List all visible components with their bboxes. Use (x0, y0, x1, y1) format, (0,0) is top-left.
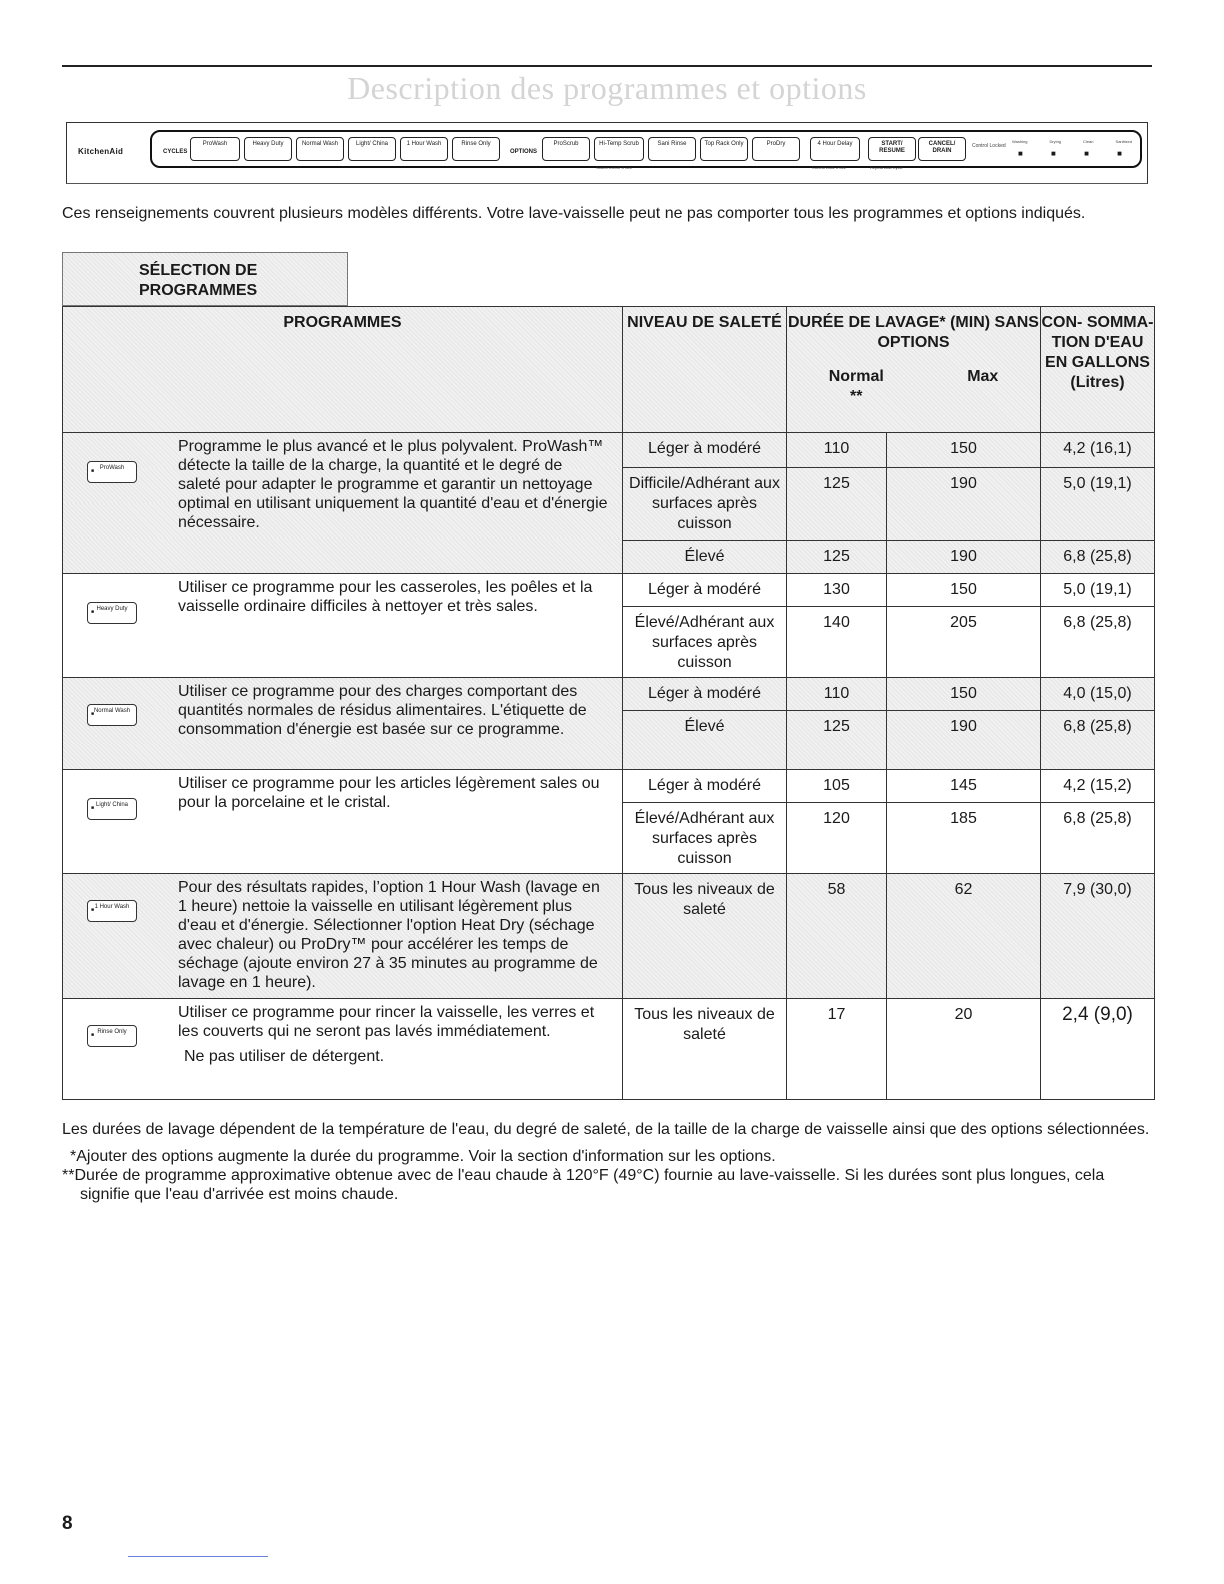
top-rule (62, 65, 1152, 67)
panel-button-hi-temp-scrub: Hi-Temp Scrub (594, 137, 644, 161)
max-cell: 205 (887, 607, 1041, 678)
table-row (63, 999, 1155, 1100)
header-max: Max (967, 368, 999, 385)
row-desc-light-china: ■ Light/ China Utiliser ce programme pour les articles légèrement sales ou pour la porcelaine et le cristal. (63, 770, 623, 874)
status-labels (1012, 139, 1132, 144)
panel-sub-label-lock: Control Lock 3 Sec (812, 165, 846, 170)
panel-button-1-hour-wash: 1 Hour Wash (400, 137, 448, 161)
water-cell: 4,2 (16,1) (1041, 433, 1155, 468)
max-cell: 150 (887, 678, 1041, 711)
panel-button-sani-rinse: Sani Rinse (648, 137, 696, 161)
panel-button-proscrub: ProScrub (542, 137, 590, 161)
table-row (63, 433, 1155, 468)
no-detergent-note: Ne pas utiliser de détergent. (184, 1048, 385, 1065)
footnotes (62, 1120, 1152, 1204)
heavy-duty-icon: ■ Heavy Duty (87, 602, 137, 624)
header-conso: CON- SOMMA- TION D'EAU EN GALLONS (Litres) (1041, 307, 1155, 433)
level-cell: Léger à modéré (623, 433, 787, 468)
water-cell: 6,8 (25,8) (1041, 541, 1155, 574)
water-cell: 6,8 (25,8) (1041, 607, 1155, 678)
row-desc-heavy-duty: ■ Heavy Duty Utiliser ce programme pour les casseroles, les poêles et la vaisselle ordinaire difficiles à nettoyer et très sales. (63, 574, 623, 678)
max-cell: 62 (887, 874, 1041, 999)
normal-wash-icon: ■ Normal Wash (87, 704, 137, 726)
status-light-icon: ■ (1051, 149, 1056, 158)
level-cell: Élevé (623, 711, 787, 770)
normal-cell: 110 (787, 433, 887, 468)
cycles-label: CYCLES (163, 149, 188, 155)
normal-cell: 125 (787, 541, 887, 574)
normal-cell: 125 (787, 468, 887, 541)
table-row (63, 874, 1155, 999)
page-title: Description des programmes et options (347, 70, 867, 106)
level-cell: Léger à modéré (623, 770, 787, 803)
panel-button-start-resume: START/ RESUME (868, 137, 916, 161)
status-sanitized: Sanitized (1115, 139, 1132, 144)
normal-cell: 125 (787, 711, 887, 770)
light-china-icon: ■ Light/ China (87, 798, 137, 820)
prowash-icon: ■ ProWash (87, 461, 137, 483)
status-lights (1018, 149, 1122, 158)
section-tab (62, 252, 348, 306)
row-desc-prowash: ■ ProWash Programme le plus avancé et le plus polyvalent. ProWash™ détecte la taille de la charge, la quantité et le degré de saleté pour adapter le programme et garantir un nettoyage optimal en utilisant uniquement la quantité d'eau et d'énergie nécessaire. (63, 433, 623, 574)
panel-button-cancel-drain: CANCEL/ DRAIN (918, 137, 966, 161)
level-cell: Élevé (623, 541, 787, 574)
table-row (63, 574, 1155, 607)
normal-cell: 120 (787, 803, 887, 874)
table-row (63, 770, 1155, 803)
header-normal: Normal ** (828, 368, 884, 405)
normal-cell: 140 (787, 607, 887, 678)
brand-logo: KitchenAid (78, 147, 124, 156)
water-cell: 7,9 (30,0) (1041, 874, 1155, 999)
water-cell: 6,8 (25,8) (1041, 803, 1155, 874)
status-light-icon: ■ (1018, 149, 1023, 158)
table-header-row (63, 307, 1155, 433)
footnote-1: *Ajouter des options augmente la durée du programme. Voir la section d'information sur les options. (70, 1148, 776, 1165)
table-row (63, 678, 1155, 711)
water-cell: 5,0 (19,1) (1041, 468, 1155, 541)
normal-cell: 130 (787, 574, 887, 607)
options-label: OPTIONS (510, 149, 538, 155)
panel-button-prowash: ProWash (190, 137, 240, 161)
panel-button-normal-wash: Normal Wash (296, 137, 344, 161)
bottom-link-line (128, 1556, 268, 1557)
row-desc-rinse-only: ■ Rinse Only Utiliser ce programme pour rincer la vaisselle, les verres et les couverts qui ne seront pas lavés immédiatement. Ne pas utiliser de détergent. (63, 999, 623, 1100)
panel-button-light-china: Light/ China (348, 137, 396, 161)
control-locked-indicator: Control Locked (972, 143, 1006, 149)
status-light-icon: ■ (1117, 149, 1122, 158)
panel-button-top-rack-only: Top Rack Only (700, 137, 748, 161)
level-cell: Difficile/Adhérant aux surfaces après cuisson (623, 468, 787, 541)
level-cell: Tous les niveaux de saleté (623, 999, 787, 1100)
water-cell: 6,8 (25,8) (1041, 711, 1155, 770)
level-cell: Léger à modéré (623, 678, 787, 711)
row-desc-normal-wash: ■ Normal Wash Utiliser ce programme pour des charges comportant des quantités normales de résidus alimentaires. L'étiquette de consommation d'énergie est basée sur ce programme. (63, 678, 623, 770)
normal-cell: 17 (787, 999, 887, 1100)
panel-sub-label-sound: Sound On/Off 3 Sec (596, 165, 632, 170)
water-cell: 5,0 (19,1) (1041, 574, 1155, 607)
max-cell: 190 (887, 711, 1041, 770)
level-cell: Tous les niveaux de saleté (623, 874, 787, 999)
section-tab-label: SÉLECTION DE PROGRAMMES (139, 262, 258, 299)
status-light-icon: ■ (1084, 149, 1089, 158)
header-duree: DURÉE DE LAVAGE* (MIN) SANS OPTIONS Normal ** Max (787, 307, 1041, 433)
footnote-2: **Durée de programme approximative obtenue avec de l'eau chaude à 120°F (49°C) fournie au lave-vaisselle. Si les durées sont plus longues, cela signifie que l'eau d'arrivée est moins chaude. (62, 1167, 1105, 1203)
header-niveau: NIVEAU DE SALETÉ (623, 307, 787, 433)
max-cell: 150 (887, 433, 1041, 468)
normal-cell: 58 (787, 874, 887, 999)
panel-sub-label-repeat: Repeat Last Cycle (870, 165, 903, 170)
max-cell: 20 (887, 999, 1041, 1100)
max-cell: 145 (887, 770, 1041, 803)
max-cell: 185 (887, 803, 1041, 874)
note-main: Les durées de lavage dépendent de la température de l'eau, du degré de saleté, de la taille de la charge de vaisselle ainsi que des options sélectionnées. (62, 1121, 1150, 1138)
level-cell: Élevé/Adhérant aux surfaces après cuisson (623, 803, 787, 874)
max-cell: 150 (887, 574, 1041, 607)
water-cell: 4,0 (15,0) (1041, 678, 1155, 711)
intro-text: Ces renseignements couvrent plusieurs modèles différents. Votre lave-vaisselle peut ne pas comporter tous les programmes et options indiqués. (62, 205, 1086, 222)
panel-button-rinse-only: Rinse Only (452, 137, 500, 161)
1-hour-wash-icon: ■ 1 Hour Wash (87, 900, 137, 922)
status-drying: Drying (1049, 139, 1062, 144)
normal-cell: 110 (787, 678, 887, 711)
max-cell: 190 (887, 468, 1041, 541)
rinse-only-icon: ■ Rinse Only (87, 1025, 137, 1047)
status-washing: Washing (1012, 139, 1028, 144)
water-cell: 2,4 (9,0) (1041, 999, 1155, 1100)
water-cell: 4,2 (15,2) (1041, 770, 1155, 803)
header-programmes: PROGRAMMES (63, 307, 623, 433)
normal-cell: 105 (787, 770, 887, 803)
programmes-table (62, 306, 1155, 1100)
level-cell: Élevé/Adhérant aux surfaces après cuisson (623, 607, 787, 678)
max-cell: 190 (887, 541, 1041, 574)
level-cell: Léger à modéré (623, 574, 787, 607)
status-clean: Clean (1083, 139, 1094, 144)
panel-button-4-hour-delay: 4 Hour Delay (810, 137, 860, 161)
row-desc-1-hour-wash: ■ 1 Hour Wash Pour des résultats rapides, l’option 1 Hour Wash (lavage en 1 heure) nettoie la vaisselle en utilisant légèrement plus d'eau et d'énergie. Sélectionner l'option Heat Dry (séchage avec chaleur) ou ProDry™ pour accélérer les temps de séchage (ajoute environ 27 à 35 minutes au programme de lavage en 1 heure). (63, 874, 623, 999)
panel-button-prodry: ProDry (752, 137, 800, 161)
page-number: 8 (62, 1513, 73, 1534)
panel-button-heavy-duty: Heavy Duty (244, 137, 292, 161)
